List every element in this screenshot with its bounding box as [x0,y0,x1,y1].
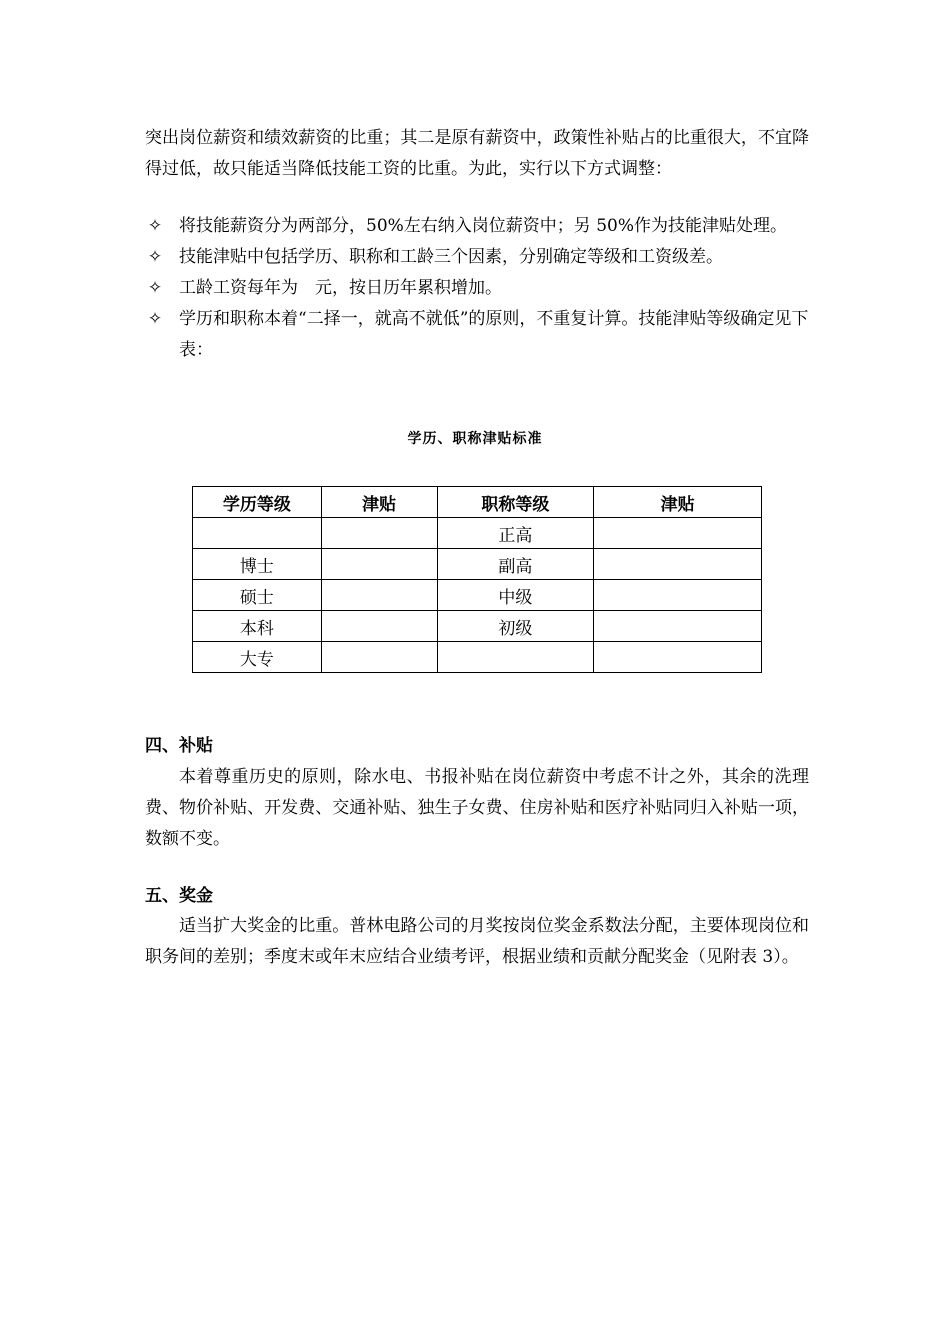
list-item [145,242,809,273]
table-cell: 硕士 [193,580,322,611]
table-row [193,549,762,580]
table-cell [594,580,762,611]
table-cell [321,580,437,611]
table-row [193,642,762,673]
table-cell [193,518,322,549]
table-row [193,518,762,549]
column-header-education: 学历等级 [193,487,322,518]
table-cell [321,518,437,549]
table-header-row [193,487,762,518]
table-row [193,580,762,611]
column-header-title-grade: 职称等级 [437,487,594,518]
list-item-text: 技能津贴中包括学历、职称和工龄三个因素，分别确定等级和工资级差。 [179,247,723,267]
table-cell [594,518,762,549]
table-cell [321,642,437,673]
table-cell: 大专 [193,642,322,673]
section-heading-bonus: 五、奖金 [145,886,213,906]
diamond-bullet-icon: ✧ [147,216,163,236]
diamond-bullet-icon: ✧ [147,278,163,298]
table-cell: 正高 [437,518,594,549]
column-header-allowance: 津贴 [321,487,437,518]
table-row [193,611,762,642]
table-title: 学历、职称津贴标准 [407,431,543,447]
table-cell [594,611,762,642]
diamond-bullet-icon: ✧ [147,247,163,267]
table-cell: 本科 [193,611,322,642]
table-cell [594,642,762,673]
list-item [145,273,809,304]
table-cell: 初级 [437,611,594,642]
diamond-bullet-icon: ✧ [147,309,163,329]
section-heading-subsidy: 四、补贴 [145,736,213,756]
table-cell [437,642,594,673]
intro-paragraph: 突出岗位薪资和绩效薪资的比重；其二是原有薪资中，政策性补贴占的比重很大，不宜降得过低，故只能适当降低技能工资的比重。为此，实行以下方式调整： [145,128,809,179]
list-item-text: 工龄工资每年为 元，按日历年累积增加。 [179,278,502,298]
list-item [145,304,809,366]
subsidy-paragraph: 本着尊重历史的原则，除水电、书报补贴在岗位薪资中考虑不计之外，其余的洗理费、物价补贴、开发费、交通补贴、独生子女费、住房补贴和医疗补贴同归入补贴一项，数额不变。 [145,767,809,849]
column-header-allowance: 津贴 [594,487,762,518]
table-cell [594,549,762,580]
bonus-paragraph: 适当扩大奖金的比重。普林电路公司的月奖按岗位奖金系数法分配，主要体现岗位和职务间的差别；季度末或年末应结合业绩考评，根据业绩和贡献分配奖金（见附表 3）。 [145,916,809,967]
table-cell: 副高 [437,549,594,580]
list-item-text: 将技能薪资分为两部分，50%左右纳入岗位薪资中；另 50%作为技能津贴处理。 [179,216,787,236]
list-item [145,211,809,242]
table-cell: 博士 [193,549,322,580]
bullet-list [145,211,809,366]
table-cell: 中级 [437,580,594,611]
table-cell [321,549,437,580]
list-item-text: 学历和职称本着“二择一，就高不就低”的原则，不重复计算。技能津贴等级确定见下表： [179,309,809,360]
table-cell [321,611,437,642]
allowance-table [192,486,762,673]
